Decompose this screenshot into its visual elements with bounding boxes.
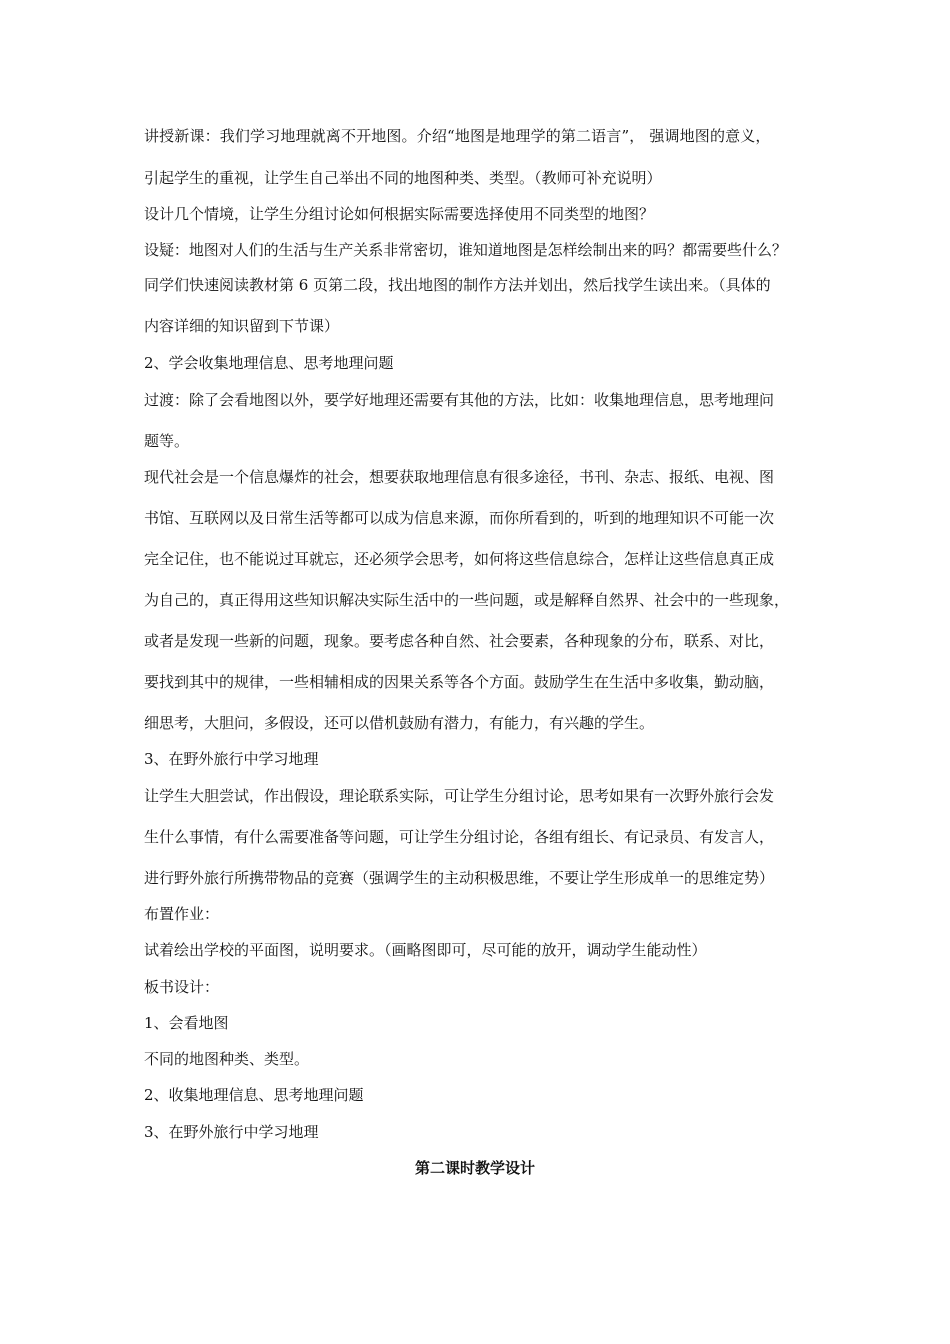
paragraph-line: 引起学生的重视，让学生自己举出不同的地图种类、类型。（教师可补充说明） [144,169,662,187]
paragraph-line: 设疑：地图对人们的生活与生产关系非常密切，谁知道地图是怎样绘制出来的吗？都需要些什么？ [144,241,787,259]
paragraph-line: 同学们快速阅读教材第 6 页第二段，找出地图的制作方法并划出，然后找学生读出来。（具体的 [144,276,771,294]
paragraph-line: 现代社会是一个信息爆炸的社会，想要获取地理信息有很多途径，书刊、杂志、报纸、电视、图 [144,468,775,486]
board-item: 1、会看地图 [144,1014,229,1032]
paragraph-line: 进行野外旅行所携带物品的竞赛（强调学生的主动积极思维，不要让学生形成单一的思维定势） [144,869,775,887]
paragraph-line: 试着绘出学校的平面图，说明要求。（画略图即可，尽可能的放开，调动学生能动性） [144,941,707,959]
paragraph-line: 过渡：除了会看地图以外，要学好地理还需要有其他的方法，比如：收集地理信息，思考地理问 [144,391,775,409]
paragraph-line: 为自己的，真正得用这些知识解决实际生活中的一些问题，或是解释自然界、社会中的一些现象， [144,591,790,609]
paragraph-line: 细思考，大胆问，多假设，还可以借机鼓励有潜力，有能力，有兴趣的学生。 [144,714,655,732]
board-item: 2、收集地理信息、思考地理问题 [144,1086,364,1104]
section-heading: 2、学会收集地理信息、思考地理问题 [144,354,394,372]
paragraph-line: 设计几个情境，让学生分组讨论如何根据实际需要选择使用不同类型的地图？ [144,205,655,223]
paragraph-line: 题等。 [144,432,190,450]
section-heading: 布置作业： [144,905,220,923]
paragraph-line: 生什么事情，有什么需要准备等问题，可让学生分组讨论，各组有组长、有记录员、有发言人， [144,828,775,846]
lesson-heading: 第二课时教学设计 [414,1159,535,1177]
board-item: 不同的地图种类、类型。 [144,1050,310,1068]
paragraph-line: 让学生大胆尝试，作出假设，理论联系实际，可让学生分组讨论，思考如果有一次野外旅行会发 [144,787,775,805]
section-heading: 3、在野外旅行中学习地理 [144,750,319,768]
paragraph-line: 书馆、互联网以及日常生活等都可以成为信息来源，而你所看到的，听到的地理知识不可能一次 [144,509,775,527]
paragraph-line: 内容详细的知识留到下节课） [144,317,340,335]
paragraph-line: 完全记住，也不能说过耳就忘，还必须学会思考，如何将这些信息综合，怎样让这些信息真正成 [144,550,775,568]
paragraph-line: 或者是发现一些新的问题，现象。要考虑各种自然、社会要素，各种现象的分布，联系、对比， [144,632,775,650]
paragraph-line: 要找到其中的规律，一些相辅相成的因果关系等各个方面。鼓励学生在生活中多收集，勤动脑， [144,673,775,691]
board-item: 3、在野外旅行中学习地理 [144,1123,319,1141]
paragraph-line: 讲授新课：我们学习地理就离不开地图。介绍“地图是地理学的第二语言”， 强调地图的意义， [144,127,771,145]
section-heading: 板书设计： [144,978,220,996]
